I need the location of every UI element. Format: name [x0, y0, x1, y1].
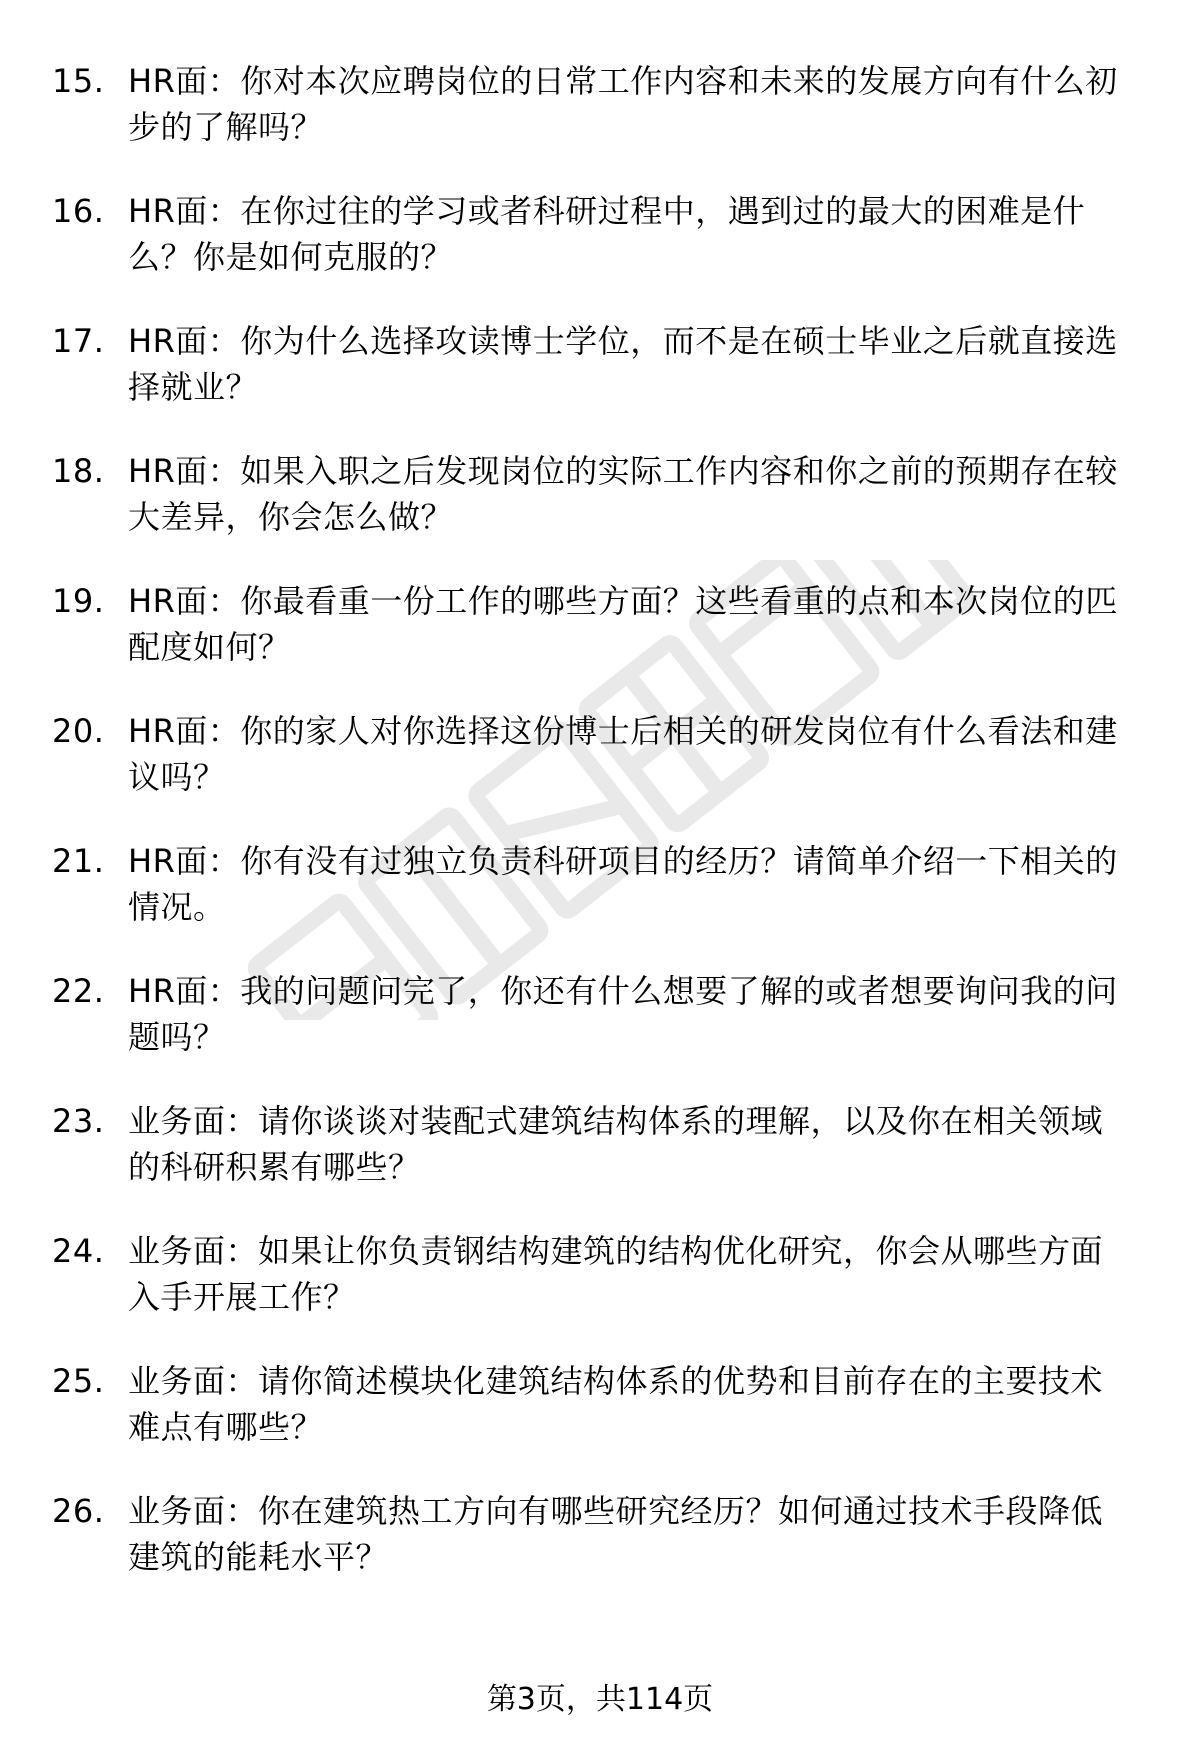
question-number: 24. [52, 1232, 105, 1270]
question-item-20 [52, 708, 1152, 838]
question-item-24 [52, 1228, 1152, 1358]
question-list [52, 58, 1152, 1618]
question-number: 16. [52, 192, 105, 230]
question-text: 业务面：你在建筑热工方向有哪些研究经历？如何通过技术手段降低建筑的能耗水平？ [128, 1492, 1104, 1576]
question-text: 业务面：如果让你负责钢结构建筑的结构优化研究，你会从哪些方面入手开展工作？ [128, 1232, 1104, 1316]
question-text: 业务面：请你谈谈对装配式建筑结构体系的理解，以及你在相关领域的科研积累有哪些？ [128, 1102, 1104, 1186]
question-item-26 [52, 1488, 1152, 1618]
question-number: 20. [52, 712, 105, 750]
question-text: HR面：你的家人对你选择这份博士后相关的研发岗位有什么看法和建议吗？ [128, 712, 1118, 796]
question-number: 17. [52, 322, 105, 360]
question-item-19 [52, 578, 1152, 708]
question-text: HR面：你最看重一份工作的哪些方面？这些看重的点和本次岗位的匹配度如何？ [128, 582, 1118, 666]
question-text: HR面：我的问题问完了，你还有什么想要了解的或者想要询问我的问题吗？ [128, 972, 1118, 1056]
question-text: HR面：如果入职之后发现岗位的实际工作内容和你之前的预期存在较大差异，你会怎么做？ [128, 452, 1118, 536]
question-number: 18. [52, 452, 105, 490]
question-item-16 [52, 188, 1152, 318]
question-number: 26. [52, 1492, 105, 1530]
question-number: 15. [52, 62, 105, 100]
question-number: 23. [52, 1102, 105, 1140]
page-number-footer: 第3页，共114页 [486, 1682, 714, 1717]
question-item-21 [52, 838, 1152, 968]
question-number: 21. [52, 842, 105, 880]
question-text: HR面：你有没有过独立负责科研项目的经历？请简单介绍一下相关的情况。 [128, 842, 1118, 926]
question-item-18 [52, 448, 1152, 578]
question-item-17 [52, 318, 1152, 448]
question-item-15 [52, 58, 1152, 188]
question-number: 19. [52, 582, 105, 620]
question-text: HR面：你为什么选择攻读博士学位，而不是在硕士毕业之后就直接选择就业？ [128, 322, 1118, 406]
question-item-25 [52, 1358, 1152, 1488]
question-number: 25. [52, 1362, 105, 1400]
question-text: 业务面：请你简述模块化建筑结构体系的优势和目前存在的主要技术难点有哪些？ [128, 1362, 1104, 1446]
question-text: HR面：在你过往的学习或者科研过程中，遇到过的最大的困难是什么？你是如何克服的？ [128, 192, 1086, 276]
question-number: 22. [52, 972, 105, 1010]
question-text: HR面：你对本次应聘岗位的日常工作内容和未来的发展方向有什么初步的了解吗？ [128, 62, 1118, 146]
question-item-23 [52, 1098, 1152, 1228]
question-item-22 [52, 968, 1152, 1098]
